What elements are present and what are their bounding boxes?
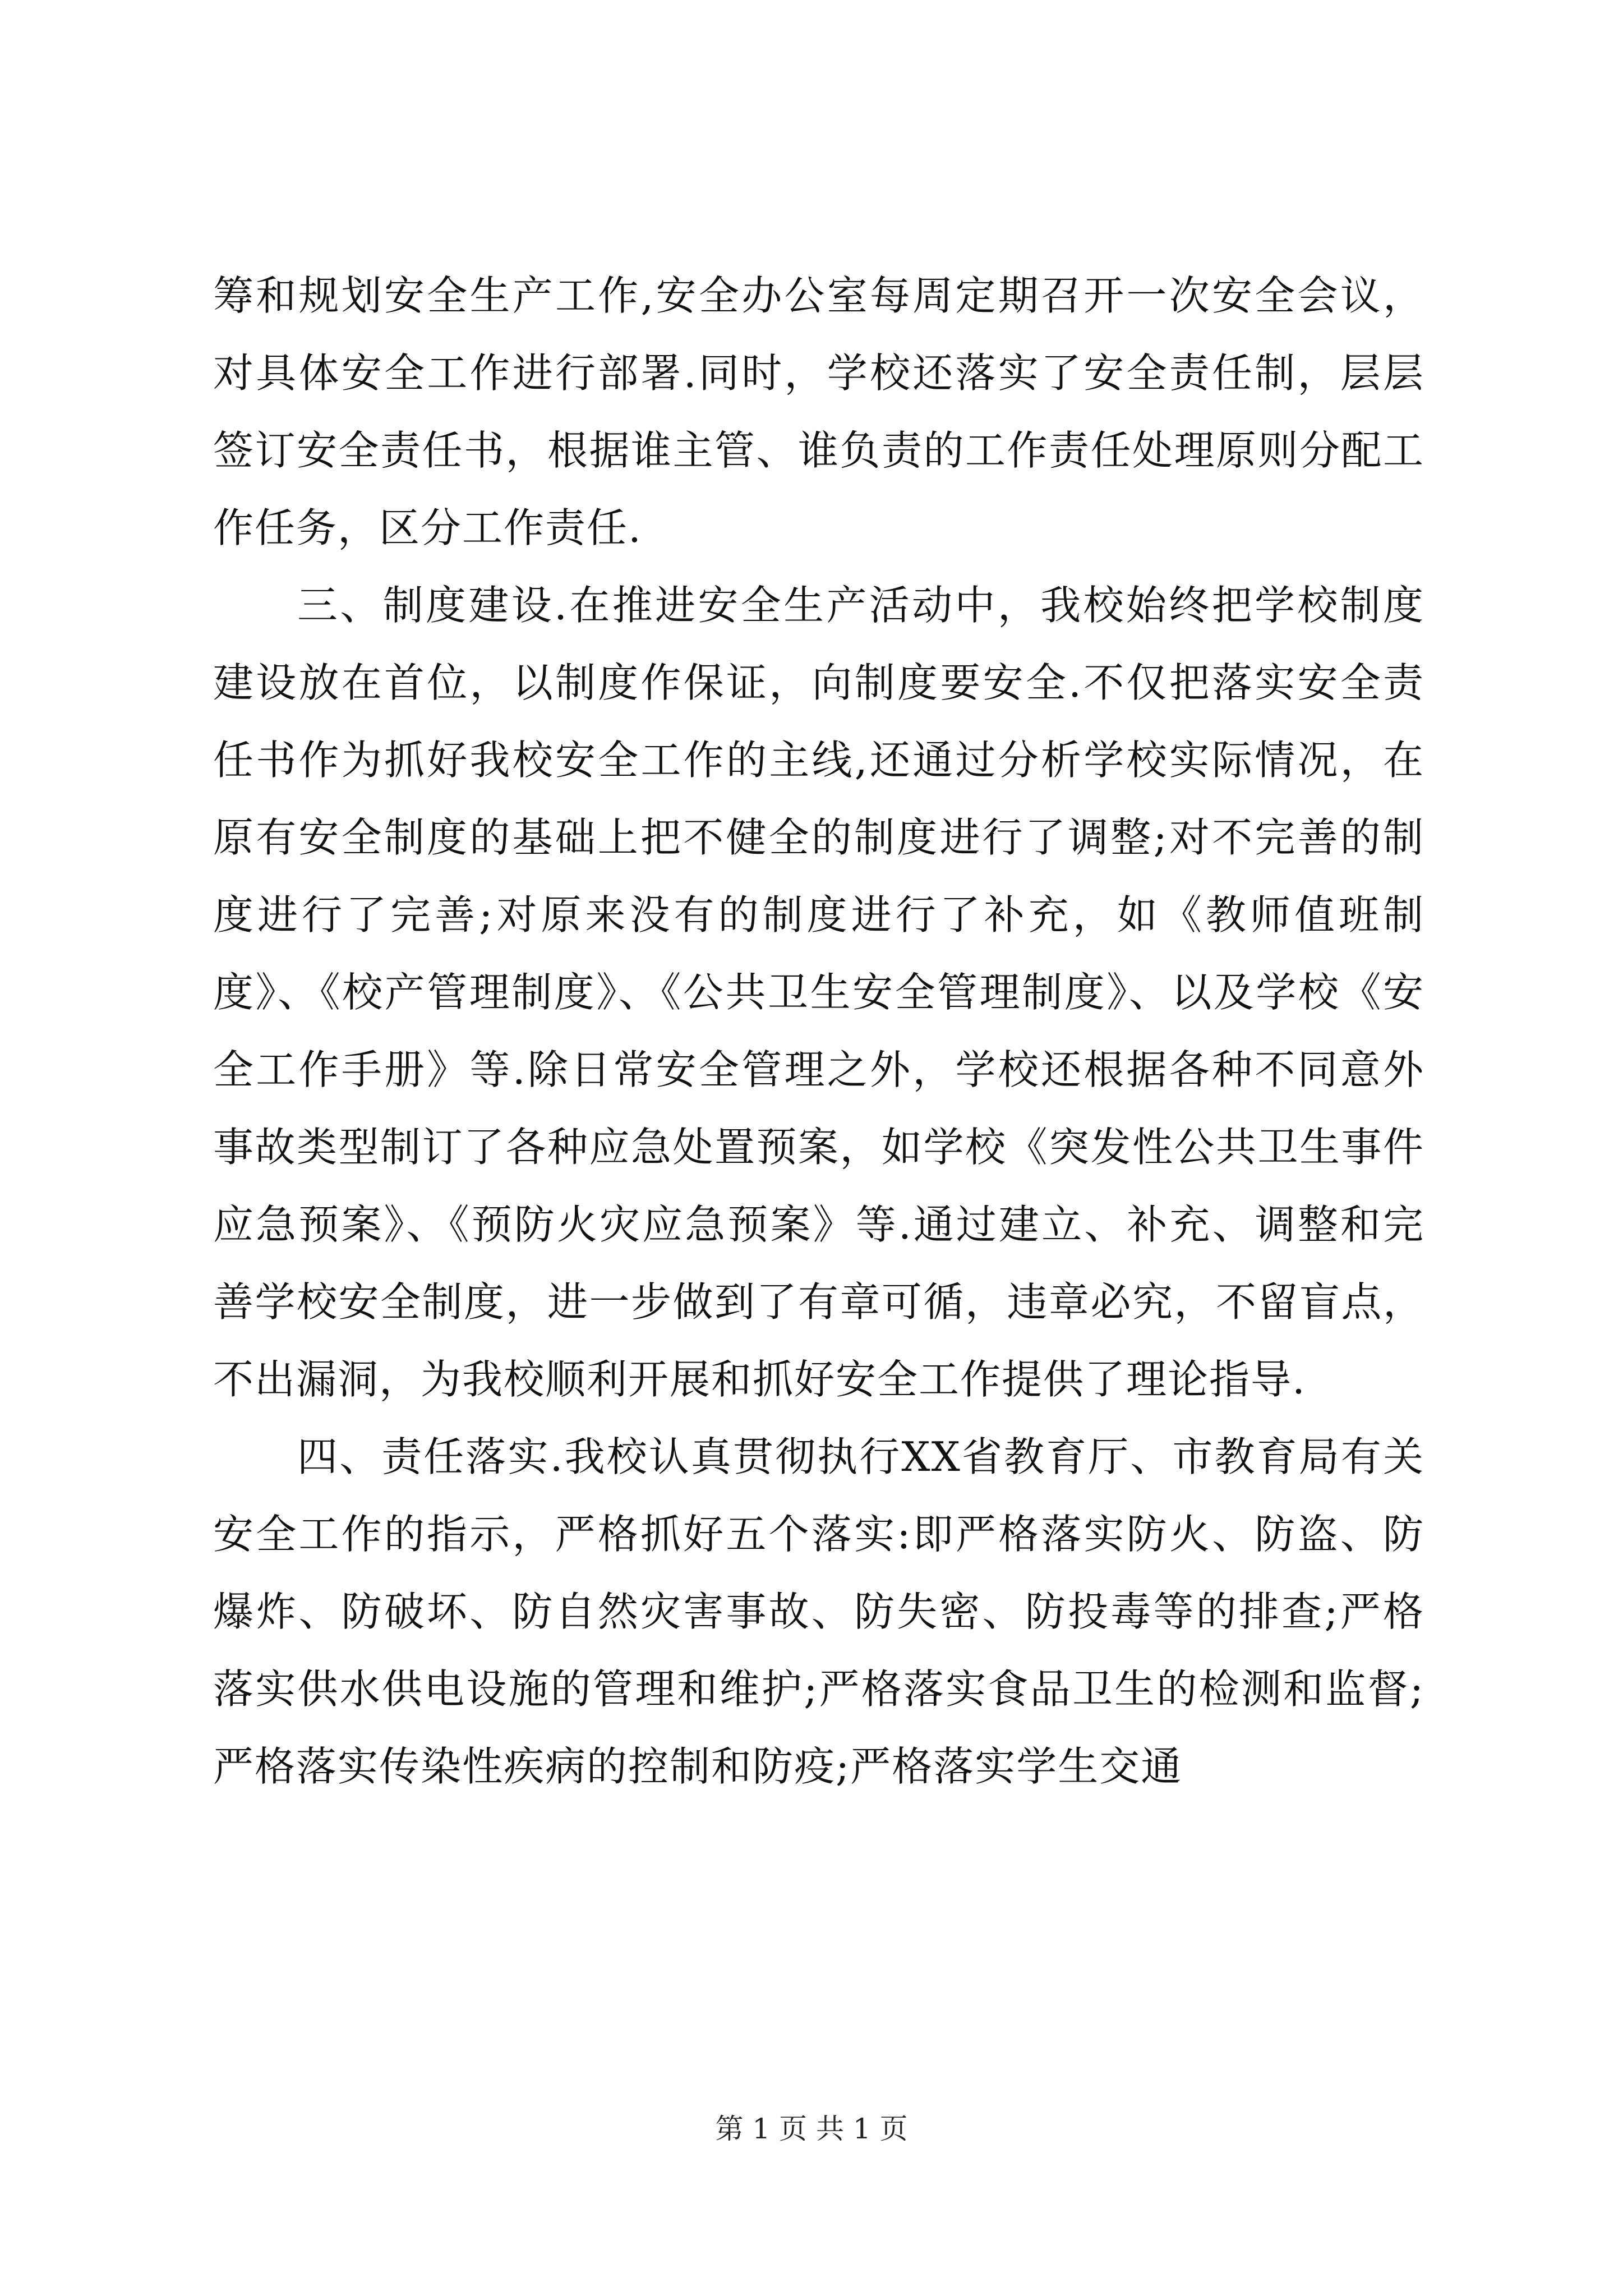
page-footer: 第 1 页 共 1 页: [715, 2113, 908, 2145]
paragraph-continuation: 筹和规划安全生产工作,安全办公室每周定期召开一次安全会议，对具体安全工作进行部署.同时，学校还落实了安全责任制，层层签订安全责任书，根据谁主管、谁负责的工作责任处理原则分配工作任务，区分工作责任.: [213, 272, 1424, 551]
document-body: [213, 257, 1424, 1805]
paragraph-institution-building: 三、制度建设.在推进安全生产活动中，我校始终把学校制度建设放在首位，以制度作保证，向制度要安全.不仅把落实安全责任书作为抓好我校安全工作的主线,还通过分析学校实际情况，在原有安全制度的基础上把不健全的制度进行了调整;对不完善的制度进行了完善;对原来没有的制度进行了补充，如《教师值班制度》、《校产管理制度》、《公共卫生安全管理制度》、以及学校《安全工作手册》等.除日常安全管理之外，学校还根据各种不同意外事故类型制订了各种应急处置预案，如学校《突发性公共卫生事件应急预案》、《预防火灾应急预案》等.通过建立、补充、调整和完善学校安全制度，进一步做到了有章可循，违章必究，不留盲点，不出漏洞，为我校顺利开展和抓好安全工作提供了理论指导.: [213, 582, 1424, 1403]
paragraph-responsibility-implementation: 四、责任落实.我校认真贯彻执行XX省教育厅、市教育局有关安全工作的指示，严格抓好五个落实:即严格落实防火、防盗、防爆炸、防破坏、防自然灾害事故、防失密、防投毒等的排查;严格落实供水供电设施的管理和维护;严格落实食品卫生的检测和监督;严格落实传染性疾病的控制和防疫;严格落实学生交通: [213, 1433, 1424, 1790]
